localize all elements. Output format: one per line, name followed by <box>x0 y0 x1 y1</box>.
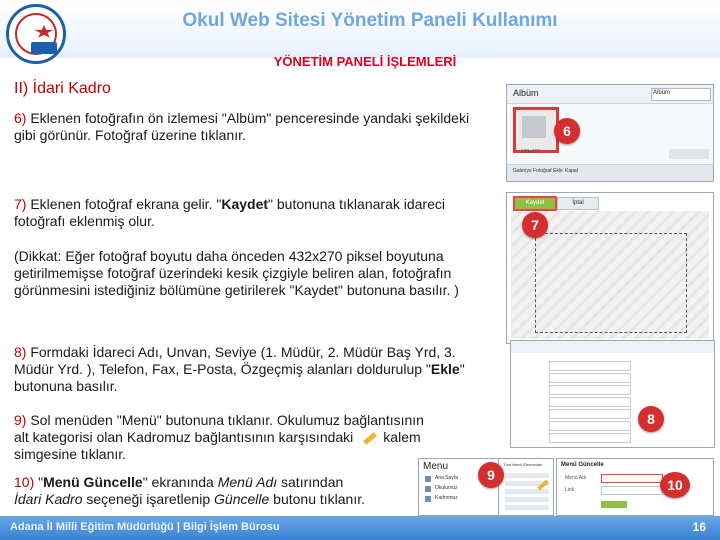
step-9-number: 9) <box>14 412 27 428</box>
step-7-bold: Kaydet <box>221 196 269 212</box>
menu-item-label: Okulumuz <box>435 485 458 491</box>
form-titlebar <box>511 341 714 353</box>
step-10-mid2: satırından <box>277 474 344 490</box>
form-row <box>515 409 711 418</box>
step-6-number: 6) <box>14 110 27 126</box>
menu-item-label: Kadromuz <box>435 495 458 501</box>
save-button[interactable]: Kaydet <box>513 196 557 211</box>
step-10-italic3: Güncelle <box>214 491 270 507</box>
menu-list-row <box>505 505 549 510</box>
form-row <box>515 385 711 394</box>
form-input[interactable] <box>549 409 631 419</box>
album-pager[interactable] <box>669 149 709 159</box>
menu-title: Menu <box>423 461 449 472</box>
marker-10: 10 <box>660 472 690 498</box>
menu-name-label: Menü Adı <box>565 475 587 481</box>
form-input[interactable] <box>549 397 631 407</box>
step-6-body: Eklenen fotoğrafın ön izlemesi "Albüm" penceresinde yandaki şekildeki gibi görünür. Fotoğraf üzerine tıklanır. <box>14 110 470 143</box>
close-button[interactable]: Kapat <box>565 168 579 174</box>
step-10-post: seçeneği işaretlenip <box>82 491 215 507</box>
menu-item-label: Ana Sayfa <box>435 475 459 481</box>
note-text: (Dikkat: Eğer fotoğraf boyutu daha önceden 432x270 piksel boyutuna getirilmemişse fotoğraf üzerindeki kesik çizgiyle beliren alan, fotoğrafın görünmesini istediğiniz bölümüne getirilerek "Kaydet" butonuna basılır. ) <box>14 248 459 298</box>
marker-6: 6 <box>554 118 580 144</box>
step-8-bold: Ekle <box>430 361 460 377</box>
step-8-post: " butonuna basılır. <box>14 361 465 394</box>
page-title: Okul Web Sitesi Yönetim Paneli Kullanımı <box>182 10 558 31</box>
marker-8: 8 <box>638 406 664 432</box>
album-photo-thumbnail[interactable] <box>513 107 559 153</box>
album-photo-caption: 120x120 <box>521 149 541 155</box>
marker-9: 9 <box>478 462 504 488</box>
pencil-icon <box>363 432 377 445</box>
logo-star-icon <box>34 25 54 39</box>
album-title: Albüm <box>513 88 539 98</box>
step-9-text <box>14 412 494 463</box>
step-7-number: 7) <box>14 196 27 212</box>
form-input[interactable] <box>549 361 631 371</box>
form-row <box>515 433 711 442</box>
menu-update-screenshot <box>556 458 714 516</box>
step-9-line3: simgesine tıklanır. <box>14 446 127 462</box>
form-row <box>515 421 711 430</box>
step-10-text <box>14 474 414 508</box>
step-7-text <box>14 196 484 230</box>
footer-text: Adana İl Milli Eğitim Müdürlüğü | Bilgi İşlem Bürosu <box>10 521 280 533</box>
step-10-italic2: İdari Kadro <box>14 491 83 507</box>
menu-list-screenshot <box>498 458 554 516</box>
step-9-line1: Sol menüden "Menü" butonuna tıklanır. Okulumuz bağlantısının <box>30 412 424 428</box>
form-input[interactable] <box>549 373 631 383</box>
album-select-value: Albüm <box>653 90 671 96</box>
step-10-number: 10) <box>14 474 35 490</box>
marker-7: 7 <box>522 212 548 238</box>
step-10-bold: Menü Güncelle <box>43 474 143 490</box>
link-select[interactable] <box>601 486 663 495</box>
form-input[interactable] <box>549 385 631 395</box>
form-input[interactable] <box>549 433 631 443</box>
logo-ring <box>15 13 57 55</box>
cancel-button[interactable]: İptal <box>557 197 599 210</box>
step-7-post: " butonuna tıklanarak idareci fotoğrafı eklenmiş olur. <box>14 196 445 229</box>
logo-book-icon <box>31 42 57 54</box>
album-bottom-bar <box>507 164 713 181</box>
menu-item-icon <box>425 486 431 492</box>
step-10-italic1: Menü Adı <box>217 474 278 490</box>
menu-list-row <box>505 473 549 478</box>
menu-list-row <box>505 489 549 494</box>
step-9-line2a: alt kategorisi olan Kadromuz bağlantısının karşısındaki <box>14 429 354 445</box>
form-row <box>515 397 711 406</box>
menu-list-header: Tüm Menü Elemanları <box>503 462 543 467</box>
school-logo <box>6 4 66 64</box>
add-photo-button[interactable]: Galeriye Fotoğraf Ekle <box>513 168 563 174</box>
menu-name-select[interactable] <box>601 474 663 483</box>
subheading: II) İdari Kadro <box>14 80 111 97</box>
menu-list-row <box>505 497 549 502</box>
step-10-post2: butonu tıklanır. <box>269 491 366 507</box>
step-10-mid: " ekranında <box>142 474 218 490</box>
menu-item-kadromuz[interactable] <box>425 495 505 502</box>
step-6-text <box>14 110 484 144</box>
link-label: Link <box>565 487 575 493</box>
step-9-line2b: kalem <box>383 429 421 445</box>
section-title: YÖNETİM PANELİ İŞLEMLERİ <box>273 54 457 69</box>
step-8-text <box>14 344 484 395</box>
menu-update-title: Menü Güncelle <box>561 462 604 468</box>
form-row <box>515 361 711 370</box>
step-10-pre: " <box>38 474 44 490</box>
crop-selection[interactable] <box>535 233 687 333</box>
step-8-pre: Formdaki İdareci Adı, Unvan, Seviye (1. Müdür, 2. Müdür Baş Yrd, 3. Müdür Yrd. ), Telefon, Fax, E-Posta, Özgeçmiş alanları doldurulup " <box>14 344 456 377</box>
page-number: 16 <box>692 520 706 534</box>
staff-form-screenshot <box>510 340 715 448</box>
photo-placeholder <box>522 116 546 138</box>
menu-item-icon <box>425 476 431 482</box>
update-button[interactable] <box>601 501 627 508</box>
step-8-number: 8) <box>14 344 27 360</box>
step-7-pre: Eklenen fotoğraf ekrana gelir. " <box>30 196 222 212</box>
form-input[interactable] <box>549 421 631 431</box>
album-window-screenshot <box>506 84 714 182</box>
menu-item-icon <box>425 496 431 502</box>
form-row <box>515 373 711 382</box>
